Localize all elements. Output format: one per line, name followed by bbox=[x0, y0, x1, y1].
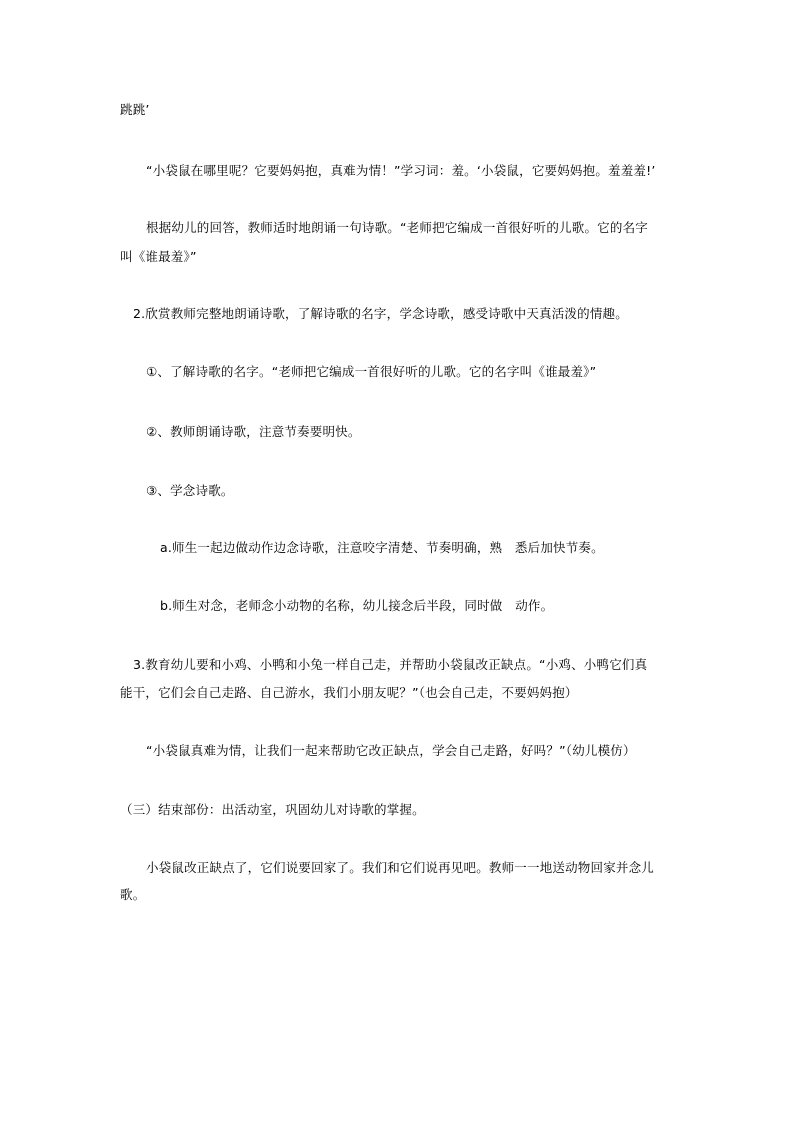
text-line-1: 跳跳’ bbox=[120, 102, 150, 117]
text-line-5: 2.欣赏教师完整地朗诵诗歌，了解诗歌的名字，学念诗歌，感受诗歌中天真活泼的情趣。 bbox=[133, 306, 628, 321]
text-line-13: “小袋鼠真难为情，让我们一起来帮助它改正缺点，学会自己走路，好吗？”（幼儿模仿） bbox=[146, 743, 636, 758]
text-line-8: ③、学念诗歌。 bbox=[146, 483, 234, 498]
text-line-4: 叫《谁最羞》” bbox=[120, 249, 197, 264]
text-line-14: （三）结束部份：出活动室，巩固幼儿对诗歌的掌握。 bbox=[120, 802, 425, 817]
text-line-9: a.师生一起边做动作边念诗歌，注意咬字清楚、节奏明确，熟 悉后加快节奏。 bbox=[160, 540, 604, 555]
text-line-15: 小袋鼠改正缺点了，它们说要回家了。我们和它们说再见吧。教师一一地送动物回家并念儿 bbox=[146, 860, 655, 875]
text-line-16: 歌。 bbox=[120, 887, 146, 902]
text-line-3: 根据幼儿的回答，教师适时地朗诵一句诗歌。“老师把它编成一首很好听的儿歌。它的名字 bbox=[146, 220, 648, 235]
text-line-11: 3.教育幼儿要和小鸡、小鸭和小兔一样自己走，并帮助小袋鼠改正缺点。“小鸡、小鸭它们真 bbox=[133, 657, 648, 672]
text-line-2: “小袋鼠在哪里呢？它要妈妈抱，真难为情！”学习词：羞。‘小袋鼠，它要妈妈抱。羞羞羞!’ bbox=[146, 163, 656, 178]
text-line-6: ①、了解诗歌的名字。“老师把它编成一首很好听的儿歌。它的名字叫《谁最羞》” bbox=[146, 364, 597, 379]
text-line-12: 能干，它们会自己走路、自己游水，我们小朋友呢？”（也会自己走，不要妈妈抱） bbox=[120, 685, 578, 700]
text-line-7: ②、教师朗诵诗歌，注意节奏要明快。 bbox=[146, 424, 361, 439]
text-line-10: b.师生对念，老师念小动物的名称，幼儿接念后半段，同时做 动作。 bbox=[160, 598, 554, 613]
